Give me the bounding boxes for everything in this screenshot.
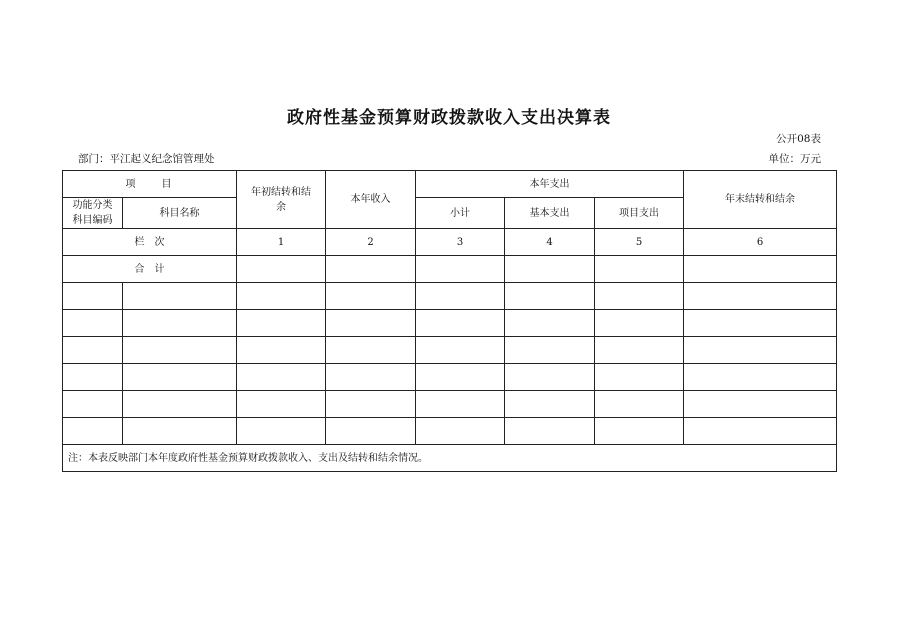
table-cell: [237, 283, 326, 310]
header-project-expense: 项目支出: [595, 198, 684, 229]
table-cell: [326, 337, 416, 364]
table-cell: [684, 256, 837, 283]
department-label: 部门：平江起义纪念馆管理处: [78, 153, 215, 165]
header-income: 本年收入: [326, 171, 416, 229]
table-row: [63, 310, 837, 337]
table-cell: [123, 391, 237, 418]
table-cell: [595, 337, 684, 364]
table-cell: [505, 256, 595, 283]
table-cell: [416, 391, 505, 418]
table-cell: [326, 418, 416, 445]
table-cell: [237, 310, 326, 337]
index-col-2: 2: [326, 229, 416, 256]
table-cell: [684, 391, 837, 418]
table-cell: [505, 418, 595, 445]
table-cell: [684, 418, 837, 445]
header-func-code: 功能分类 科目编码: [63, 198, 123, 229]
table-cell: [237, 364, 326, 391]
table-cell: [505, 391, 595, 418]
form-code: 公开08表: [776, 133, 821, 145]
unit-label: 单位：万元: [768, 153, 821, 165]
table-cell: [123, 337, 237, 364]
table-cell: [237, 337, 326, 364]
table-cell: [237, 418, 326, 445]
header-item: 项 目: [63, 171, 237, 198]
index-col-6: 6: [684, 229, 837, 256]
table-cell: [416, 418, 505, 445]
table-cell: [237, 256, 326, 283]
table-cell: [63, 391, 123, 418]
table-cell: [63, 283, 123, 310]
table-cell: [595, 256, 684, 283]
header-expense: 本年支出: [416, 171, 684, 198]
table-cell: [63, 418, 123, 445]
table-cell: [684, 364, 837, 391]
index-col-4: 4: [505, 229, 595, 256]
table-cell: [123, 364, 237, 391]
page-title: 政府性基金预算财政拨款收入支出决算表: [287, 108, 611, 128]
header-end-balance: 年末结转和结余: [684, 171, 837, 229]
index-col-3: 3: [416, 229, 505, 256]
table-row: [63, 364, 837, 391]
table-cell: [505, 364, 595, 391]
table-cell: [505, 283, 595, 310]
table-cell: [416, 283, 505, 310]
table-cell: [595, 364, 684, 391]
table-cell: [123, 310, 237, 337]
table-cell: [237, 391, 326, 418]
table-cell: [63, 364, 123, 391]
table-cell: [326, 283, 416, 310]
header-subject-name: 科目名称: [123, 198, 237, 229]
table-cell: [326, 364, 416, 391]
table-cell: [505, 337, 595, 364]
table-cell: [63, 310, 123, 337]
table-cell: [416, 337, 505, 364]
table-row: [63, 337, 837, 364]
header-begin-balance: 年初结转和结 余: [237, 171, 326, 229]
table-cell: [416, 256, 505, 283]
table-cell: [123, 283, 237, 310]
table-cell: [123, 418, 237, 445]
table-row: [63, 418, 837, 445]
table-cell: [416, 364, 505, 391]
table-cell: [505, 310, 595, 337]
table-cell: [595, 310, 684, 337]
index-row-label: 栏 次: [63, 229, 237, 256]
table-cell: [595, 391, 684, 418]
index-col-5: 5: [595, 229, 684, 256]
table-cell: [684, 283, 837, 310]
table-cell: [595, 283, 684, 310]
table-cell: [684, 310, 837, 337]
header-subtotal: 小计: [416, 198, 505, 229]
table-row: [63, 283, 837, 310]
budget-table: [62, 170, 837, 472]
table-cell: [63, 337, 123, 364]
index-col-1: 1: [237, 229, 326, 256]
table-cell: [684, 337, 837, 364]
table-cell: [326, 391, 416, 418]
total-row-label: 合 计: [63, 256, 237, 283]
table-cell: [416, 310, 505, 337]
table-cell: [326, 256, 416, 283]
table-cell: [595, 418, 684, 445]
header-basic-expense: 基本支出: [505, 198, 595, 229]
table-row: [63, 391, 837, 418]
table-note: 注：本表反映部门本年度政府性基金预算财政拨款收入、支出及结转和结余情况。: [63, 445, 837, 472]
table-cell: [326, 310, 416, 337]
